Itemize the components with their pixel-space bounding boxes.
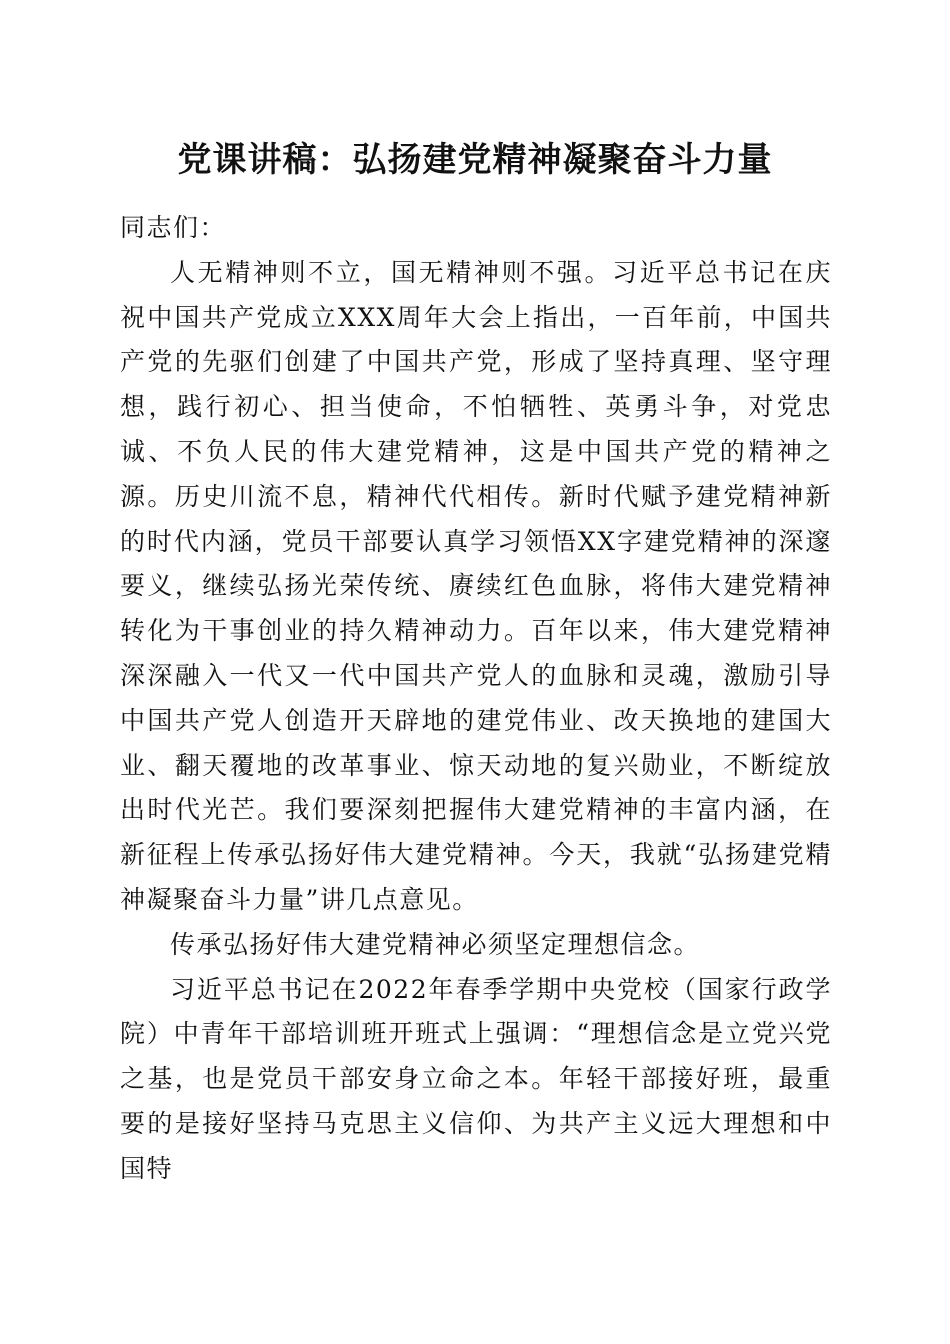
paragraph-quote: 习近平总书记在2022年春季学期中央党校（国家行政学院）中青年干部培训班开班式上强调：“理想信念是立党兴党之基，也是党员干部安身立命之本。年轻干部接好班，最重要的是接好坚持马克思主义信仰、为共产主义远大理想和中国特 <box>120 974 832 1183</box>
salutation: 同志们： <box>120 213 227 242</box>
document-title: 党课讲稿：弘扬建党精神凝聚奋斗力量 <box>177 140 773 180</box>
paragraph-intro: 人无精神则不立，国无精神则不强。习近平总书记在庆祝中国共产党成立XXX周年大会上指出，一百年前，中国共产党的先驱们创建了中国共产党，形成了坚持真理、坚守理想，践行初心、担当使命，不怕牺牲、英勇斗争，对党忠诚、不负人民的伟大建党精神，这是中国共产党的精神之源。历史川流不息，精神代代相传。新时代赋予建党精神新的时代内涵，党员干部要认真学习领悟XX字建党精神的深邃要义，继续弘扬光荣传统、赓续红色血脉，将伟大建党精神转化为干事创业的持久精神动力。百年以来，伟大建党精神深深融入一代又一代中国共产党人的血脉和灵魂，激励引导中国共产党人创造开天辟地的建党伟业、改天换地的建国大业、翻天覆地的改革事业、惊天动地的复兴勋业，不断绽放出时代光芒。我们要深刻把握伟大建党精神的丰富内涵，在新征程上传承弘扬好伟大建党精神。今天，我就“弘扬建党精神凝聚奋斗力量”讲几点意见。 <box>120 257 832 914</box>
paragraph-heading-ideals: 传承弘扬好伟大建党精神必须坚定理想信念。 <box>170 929 701 959</box>
document-body <box>120 206 832 1192</box>
